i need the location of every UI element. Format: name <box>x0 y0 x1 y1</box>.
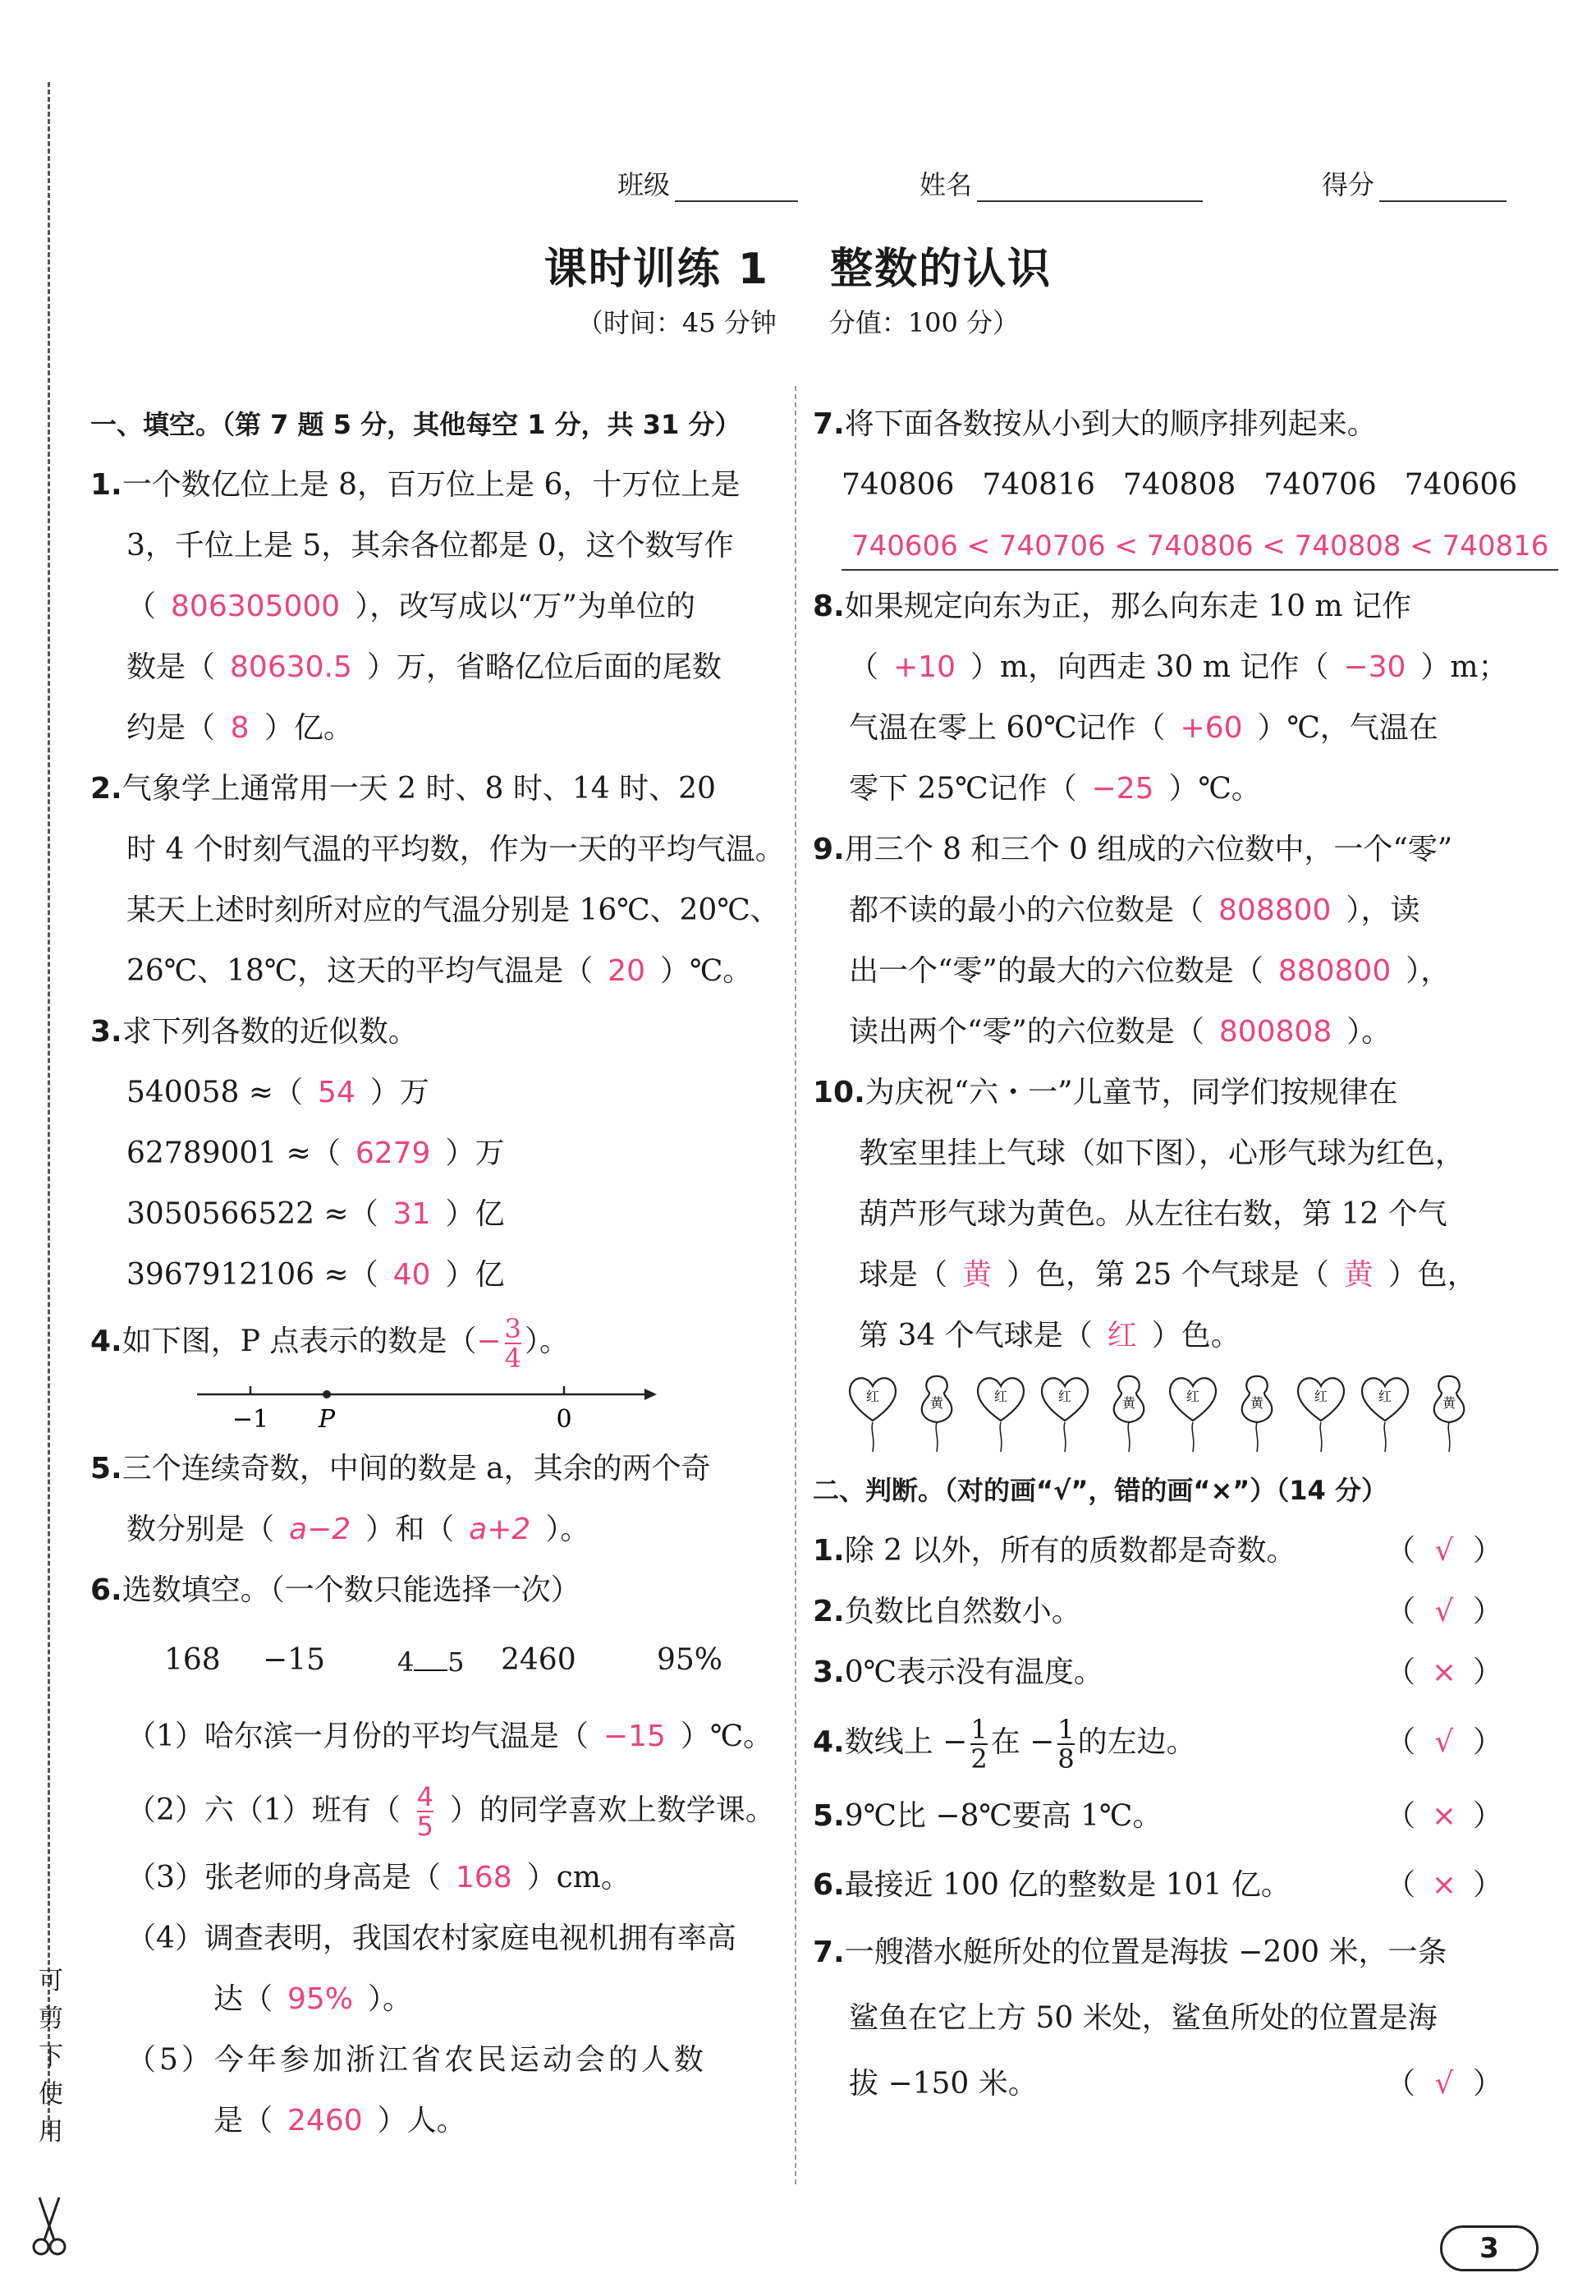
q1-line1 <box>90 455 780 516</box>
answer-blank[interactable]: 800808 <box>1218 1015 1332 1049</box>
q8-text: ）℃。 <box>1168 772 1261 806</box>
q3-item-unit: ）万 <box>369 1076 429 1109</box>
answer-blank[interactable]: 2460 <box>287 2104 363 2138</box>
judge-text: 拔 −150 米。 <box>849 2067 1038 2101</box>
q2-line1 <box>90 759 780 820</box>
judge-item <box>813 1703 1511 1782</box>
answer-blank[interactable]: 黄 <box>962 1258 993 1292</box>
balloon-string <box>872 1422 874 1452</box>
gourd-balloon <box>910 1371 964 1453</box>
q10-text: 球是（ <box>859 1258 948 1292</box>
q6-sub2 <box>90 1774 780 1848</box>
q6-sub-text: （2）六（1）班有（ <box>126 1793 401 1827</box>
choice-fraction <box>397 1646 465 1678</box>
paren-open: （ <box>1385 1655 1415 1689</box>
q6-sub-text: 是（ <box>213 2104 273 2138</box>
right-column <box>813 394 1549 2117</box>
q6-sub-text: ）人。 <box>377 2104 466 2138</box>
check-mark: √ <box>1434 1534 1454 1568</box>
number-item: 740706 <box>1264 468 1377 502</box>
judge-item <box>813 1582 1511 1642</box>
question-number: 4. <box>90 1325 122 1358</box>
question-number: 4. <box>813 1725 845 1759</box>
q5-text: 三个连续奇数，中间的数是 a，其余的两个奇 <box>122 1452 711 1486</box>
gourd-balloon <box>1230 1371 1284 1453</box>
answer-blank[interactable]: 806305000 <box>171 590 341 623</box>
cut-line <box>48 82 50 2135</box>
number-item: 740808 <box>1122 468 1236 502</box>
balloon-string <box>1384 1422 1386 1452</box>
cut-hint <box>36 1963 66 2151</box>
paren-close: ） <box>1472 1655 1502 1689</box>
q8-text: ）m，向西走 30 m 记作（ <box>970 650 1329 684</box>
q10-text: ）色。 <box>1151 1319 1241 1352</box>
score-blank[interactable] <box>1379 169 1507 202</box>
paren-close: ） <box>1472 1595 1502 1628</box>
q9-text: ），读 <box>1346 893 1420 927</box>
q6-choices <box>90 1621 780 1700</box>
q10-text: ）色， <box>1387 1258 1477 1292</box>
name-blank[interactable] <box>977 169 1203 202</box>
fraction-numerator: 4 <box>416 1781 433 1812</box>
number-line <box>197 1378 657 1435</box>
judge-answer[interactable] <box>1386 1851 1502 1920</box>
balloon-label: 黄 <box>929 1395 944 1411</box>
q3-item-text: 62789001 ≈（ <box>126 1137 341 1170</box>
judge-text: 数线上 − <box>844 1725 968 1759</box>
number-item: 740806 <box>842 468 955 502</box>
q6-text: 选数填空。（一个数只能选择一次） <box>122 1573 580 1607</box>
judge7-line1 <box>813 1920 1511 1986</box>
q8-line4 <box>813 759 1511 820</box>
q1-text: ）亿。 <box>264 711 354 745</box>
q1-line5 <box>90 698 780 759</box>
paren-close: ） <box>1472 1868 1502 1902</box>
question-number: 2. <box>813 1595 845 1628</box>
q3-item-unit: ）亿 <box>445 1197 505 1231</box>
judge-text: 最接近 100 亿的整数是 101 亿。 <box>844 1868 1291 1902</box>
q9-line3 <box>813 941 1511 1002</box>
q3-item <box>90 1123 780 1184</box>
q10-line1 <box>813 1063 1511 1123</box>
judge7-line3 <box>813 2051 1511 2117</box>
q10-line2: 教室里挂上气球（如下图），心形气球为红色， <box>859 1137 1465 1170</box>
answer-blank[interactable]: +60 <box>1180 711 1243 745</box>
page-subtitle: （时间：45 分钟 分值：100 分） <box>576 307 1020 338</box>
answer-fraction <box>417 1783 433 1840</box>
q9-text: 读出两个“零”的六位数是（ <box>849 1015 1204 1049</box>
q3-text: 求下列各数的近似数。 <box>122 1015 418 1049</box>
answer-blank[interactable] <box>476 1313 525 1374</box>
fraction <box>970 1715 987 1773</box>
answer-fraction <box>505 1315 521 1372</box>
fraction-numerator: 1 <box>970 1714 988 1745</box>
cut-hint-char: 下 <box>39 2042 63 2071</box>
q8-text: 如果规定向东为正，那么向东走 10 m 记作 <box>844 590 1412 623</box>
paren-open: （ <box>1385 1595 1415 1628</box>
answer-blank[interactable]: 95% <box>287 1982 354 2016</box>
judge-answer[interactable] <box>1386 2051 1502 2117</box>
tick-label: P <box>318 1405 336 1434</box>
balloon-label: 黄 <box>1250 1395 1264 1411</box>
q3-item-unit: ）万 <box>445 1137 505 1170</box>
question-number: 10. <box>813 1076 865 1109</box>
q3-item-unit: ）亿 <box>445 1258 505 1292</box>
balloon-label: 红 <box>865 1389 880 1404</box>
question-number: 2. <box>90 772 122 806</box>
question-number: 3. <box>90 1015 122 1049</box>
q5-text: ）。 <box>545 1513 590 1546</box>
q1-line2: 3，千位上是 5，其余各位都是 0，这个数写作 <box>126 529 734 563</box>
answer-blank[interactable]: −30 <box>1343 650 1406 684</box>
heart-balloon <box>1166 1371 1220 1453</box>
gourd-balloon <box>1102 1371 1156 1453</box>
q5-text: ）和（ <box>365 1513 455 1546</box>
q1-text: 数是（ <box>126 650 216 684</box>
heart-balloon <box>1294 1371 1348 1453</box>
number-line-arrow <box>644 1389 657 1400</box>
q10-line3: 葫芦形气球为黄色。从左往右数，第 12 个气 <box>859 1197 1447 1231</box>
number-item: 740816 <box>982 468 1095 502</box>
q10-text: 第 34 个气球是（ <box>859 1319 1093 1352</box>
q6-sub5-line1: （5）今年参加浙江省农民运动会的人数 <box>126 2043 707 2077</box>
answer-blank[interactable]: 880800 <box>1277 954 1392 988</box>
balloon-string <box>1448 1422 1450 1452</box>
q6-sub4-line1: （4）调查表明，我国农村家庭电视机拥有率高 <box>126 1922 736 1955</box>
balloon-string <box>1064 1422 1066 1452</box>
q10-line5 <box>813 1306 1511 1366</box>
cut-hint-char: 使 <box>39 2080 63 2109</box>
answer-blank[interactable]: 808800 <box>1218 893 1332 927</box>
q8-text: ）℃，气温在 <box>1257 711 1438 745</box>
fraction-denominator: 2 <box>970 1743 988 1775</box>
question-number: 3. <box>813 1655 845 1689</box>
heart-balloon <box>1038 1371 1092 1453</box>
gourd-balloon <box>1422 1371 1476 1453</box>
answer-blank[interactable]: a−2 <box>289 1513 351 1546</box>
fraction-numerator: 4 <box>397 1646 415 1678</box>
score-label: 得分 <box>1322 169 1375 200</box>
judge-answer[interactable] <box>1386 1703 1502 1782</box>
class-label: 班级 <box>617 169 671 200</box>
q8-text: ）m； <box>1420 650 1508 684</box>
judge-item <box>813 1851 1511 1920</box>
heart-balloon <box>846 1371 900 1453</box>
choice-item: −15 <box>263 1643 325 1677</box>
q6-sub4-line2 <box>90 1969 780 2030</box>
q3-item-text: 3050566522 ≈（ <box>126 1197 378 1231</box>
cut-hint-char: 可 <box>39 1967 63 1995</box>
q6-sub-text: ）。 <box>368 1982 413 2016</box>
q6-sub3 <box>90 1848 780 1908</box>
q2-text: ）℃。 <box>659 954 753 988</box>
fraction-bar <box>414 1669 447 1671</box>
question-number: 9. <box>813 833 845 866</box>
q3-item <box>90 1245 780 1306</box>
choice-item: 2460 <box>501 1643 576 1677</box>
q6-sub-text: ）的同学喜欢上数学课。 <box>449 1793 775 1827</box>
judge-text: 除 2 以外，所有的质数都是奇数。 <box>844 1534 1296 1568</box>
page-number: 3 <box>1440 2225 1539 2271</box>
answer-blank[interactable]: 40 <box>392 1258 431 1292</box>
answer-blank[interactable]: 80630.5 <box>230 650 352 684</box>
tick-label: −1 <box>232 1405 269 1434</box>
q9-text: ）， <box>1406 954 1451 988</box>
judge-text: 9℃比 −8℃要高 1℃。 <box>844 1799 1163 1833</box>
q1-text: 约是（ <box>126 711 216 745</box>
balloon-string <box>1256 1422 1258 1452</box>
q3-item <box>90 1063 780 1123</box>
answer-blank[interactable] <box>401 1774 450 1848</box>
q10-line4 <box>813 1245 1511 1306</box>
q6-line1 <box>90 1560 780 1621</box>
judge-text: 负数比自然数小。 <box>844 1595 1081 1628</box>
q2-line2: 时 4 个时刻气温的平均数，作为一天的平均气温。 <box>126 833 785 866</box>
question-number: 1. <box>90 468 122 502</box>
answer-blank[interactable]: 168 <box>455 1861 512 1894</box>
paren-open: （ <box>1385 1725 1415 1759</box>
fraction-denominator: 5 <box>447 1646 465 1678</box>
question-number: 5. <box>90 1452 122 1486</box>
q1-text: ）万，省略亿位后面的尾数 <box>366 650 722 684</box>
balloon-string <box>1128 1422 1130 1452</box>
q4-line1 <box>90 1306 780 1378</box>
question-number: 6. <box>90 1573 122 1607</box>
q4-text: 如下图，P 点表示的数是（ <box>122 1325 477 1358</box>
cut-hint-char: 剪 <box>39 2004 63 2033</box>
q9-line1 <box>813 820 1511 880</box>
answer-blank[interactable]: 740606 < 740706 < 740806 < 740808 < 740816 <box>842 523 1558 571</box>
q8-text: 气温在零上 60℃记作（ <box>849 711 1166 745</box>
balloon-label: 红 <box>1314 1389 1328 1404</box>
balloon-string <box>1192 1422 1194 1452</box>
cross-mark: × <box>1431 1655 1457 1689</box>
q6-sub-text: （1）哈尔滨一月份的平均气温是（ <box>126 1720 589 1753</box>
balloon-label: 黄 <box>1442 1395 1456 1411</box>
point-p <box>323 1390 331 1398</box>
q9-line2 <box>813 880 1511 941</box>
name-label: 姓名 <box>920 169 973 200</box>
balloon-row <box>846 1371 1511 1453</box>
cross-mark: × <box>1431 1868 1457 1902</box>
q7-line1 <box>813 394 1511 455</box>
q3-item-text: 3967912106 ≈（ <box>126 1258 378 1292</box>
answer-blank[interactable]: 红 <box>1107 1319 1137 1352</box>
fraction-denominator: 8 <box>1057 1743 1075 1775</box>
balloon-label: 红 <box>1378 1389 1392 1404</box>
answer-sign: − <box>476 1325 502 1358</box>
q7-numbers <box>813 455 1518 516</box>
answer-blank[interactable]: 6279 <box>355 1137 431 1170</box>
tick-label: 0 <box>556 1405 572 1434</box>
judge7-line2: 鲨鱼在它上方 50 米处，鲨鱼所处的位置是海 <box>849 2001 1438 2035</box>
q1-line3 <box>90 576 780 637</box>
answer-blank[interactable]: −25 <box>1091 772 1154 806</box>
class-field[interactable] <box>617 164 798 202</box>
q2-text: 气象学上通常用一天 2 时、8 时、14 时、20 <box>122 772 716 806</box>
q10-text: 为庆祝“六・一”儿童节，同学们按规律在 <box>864 1076 1398 1109</box>
q9-text: 用三个 8 和三个 0 组成的六位数中，一个“零” <box>844 833 1453 866</box>
fraction-numerator: 3 <box>504 1313 521 1344</box>
page-title: 课时训练 1 整数的认识 <box>543 245 1053 294</box>
scissors-icon <box>31 2193 67 2258</box>
answer-blank[interactable]: +10 <box>893 650 956 684</box>
balloon-string <box>1000 1422 1002 1452</box>
q1-line4 <box>90 637 780 698</box>
paren-open: （ <box>1385 1799 1415 1833</box>
balloon-label: 红 <box>993 1389 1008 1404</box>
q9-line4 <box>813 1002 1511 1063</box>
answer-blank[interactable]: 20 <box>608 954 645 988</box>
paren-close: ） <box>1472 1799 1502 1833</box>
column-divider <box>795 386 796 2184</box>
section-fill-blank: 一、填空。（第 7 题 5 分，其他每空 1 分，共 31 分） <box>90 409 741 440</box>
q3-item <box>90 1184 780 1245</box>
paren-close: ） <box>1472 2067 1502 2101</box>
q2-line4 <box>90 941 780 1002</box>
q6-sub-text: 达（ <box>213 1982 273 2016</box>
score-field[interactable] <box>1322 164 1507 202</box>
q5-line2 <box>90 1499 780 1560</box>
paren-open: （ <box>1385 2067 1415 2101</box>
q4-text: ）。 <box>524 1325 569 1358</box>
q5-line1 <box>90 1439 780 1499</box>
q8-line2 <box>813 637 1511 698</box>
q6-sub-text: ）℃。 <box>680 1720 773 1753</box>
judge-item <box>813 1521 1511 1582</box>
q8-line1 <box>813 576 1511 637</box>
section-judge: 二、判断。（对的画“√”，错的画“×”）（14 分） <box>813 1475 1387 1506</box>
class-blank[interactable] <box>675 169 798 202</box>
judge-answer[interactable] <box>1386 1782 1502 1851</box>
judge-text: 一艘潜水艇所处的位置是海拔 −200 米，一条 <box>844 1936 1447 1969</box>
question-number: 7. <box>813 407 845 441</box>
number-item: 740606 <box>1404 468 1518 502</box>
left-column <box>90 394 785 2151</box>
q3-line1 <box>90 1002 780 1063</box>
balloon-string <box>936 1422 938 1452</box>
answer-blank[interactable]: a+2 <box>469 1513 531 1546</box>
q5-text: 数分别是（ <box>126 1513 275 1546</box>
balloon-string <box>1320 1422 1322 1452</box>
check-mark: √ <box>1434 2067 1454 2101</box>
cross-mark: × <box>1431 1799 1457 1833</box>
fraction-numerator: 1 <box>1057 1714 1075 1745</box>
question-number: 6. <box>813 1868 845 1902</box>
balloon-label: 黄 <box>1121 1395 1136 1411</box>
question-number: 8. <box>813 590 845 623</box>
judge-item <box>813 1782 1511 1851</box>
fraction-denominator: 5 <box>416 1811 433 1842</box>
q3-item-text: 540058 ≈（ <box>126 1076 304 1109</box>
judge-answer[interactable] <box>1386 1582 1502 1642</box>
name-field[interactable] <box>920 164 1203 202</box>
answer-blank[interactable]: 31 <box>392 1197 431 1231</box>
question-number: 7. <box>813 1936 845 1969</box>
q7-answer-row <box>813 516 1549 576</box>
judge-text: 的左边。 <box>1077 1725 1196 1759</box>
question-number: 5. <box>813 1799 845 1833</box>
paren-close: ） <box>1472 1534 1502 1568</box>
answer-blank[interactable]: 黄 <box>1343 1258 1374 1292</box>
q6-sub5-line2 <box>90 2091 780 2151</box>
q9-text: ）。 <box>1346 1015 1392 1049</box>
q10-text: ）色，第 25 个气球是（ <box>1007 1258 1329 1292</box>
judge-text: 0℃表示没有温度。 <box>844 1655 1103 1689</box>
cut-hint-char: 用 <box>39 2118 63 2147</box>
q6-sub-text: （3）张老师的身高是（ <box>126 1861 441 1894</box>
answer-blank[interactable]: 54 <box>318 1076 355 1109</box>
choice-item: 168 <box>164 1643 221 1677</box>
q2-line3: 某天上述时刻所对应的气温分别是 16℃、20℃、 <box>126 893 780 927</box>
q1-text: 一个数亿位上是 8，百万位上是 6，十万位上是 <box>122 468 741 502</box>
q6-sub-text: ）cm。 <box>526 1861 631 1894</box>
heart-balloon <box>974 1371 1028 1453</box>
judge-text: 在 − <box>990 1725 1055 1759</box>
paren-open: （ <box>1385 1868 1415 1902</box>
q7-text: 将下面各数按从小到大的顺序排列起来。 <box>844 407 1377 441</box>
q8-line3 <box>813 698 1511 759</box>
heart-balloon <box>1358 1371 1412 1453</box>
judge-item <box>813 1642 1511 1703</box>
answer-blank[interactable]: −15 <box>603 1720 666 1753</box>
check-mark: √ <box>1434 1725 1454 1759</box>
balloon-label: 红 <box>1186 1389 1200 1404</box>
q6-sub1 <box>90 1700 780 1774</box>
check-mark: √ <box>1434 1595 1454 1628</box>
fraction <box>1057 1715 1074 1773</box>
q1-text: （ <box>126 590 157 623</box>
judge-answer[interactable] <box>1386 1642 1502 1703</box>
header-fields <box>0 164 1596 214</box>
choice-item: 95% <box>657 1643 723 1677</box>
q8-text: 零下 25℃记作（ <box>849 772 1077 806</box>
answer-blank[interactable]: 8 <box>230 711 250 745</box>
judge-answer[interactable] <box>1386 1521 1502 1582</box>
q8-text: （ <box>849 650 879 684</box>
balloon-label: 红 <box>1057 1389 1072 1404</box>
fraction-denominator: 4 <box>504 1343 521 1374</box>
question-number: 1. <box>813 1534 845 1568</box>
q9-text: 都不读的最小的六位数是（ <box>849 893 1204 927</box>
q2-text: 26℃、18℃，这天的平均气温是（ <box>126 954 594 988</box>
q9-text: 出一个“零”的最大的六位数是（ <box>849 954 1264 988</box>
q1-text: ），改写成以“万”为单位的 <box>355 590 695 623</box>
choice-item <box>394 1621 501 1700</box>
paren-close: ） <box>1472 1725 1502 1759</box>
paren-open: （ <box>1385 1534 1415 1568</box>
